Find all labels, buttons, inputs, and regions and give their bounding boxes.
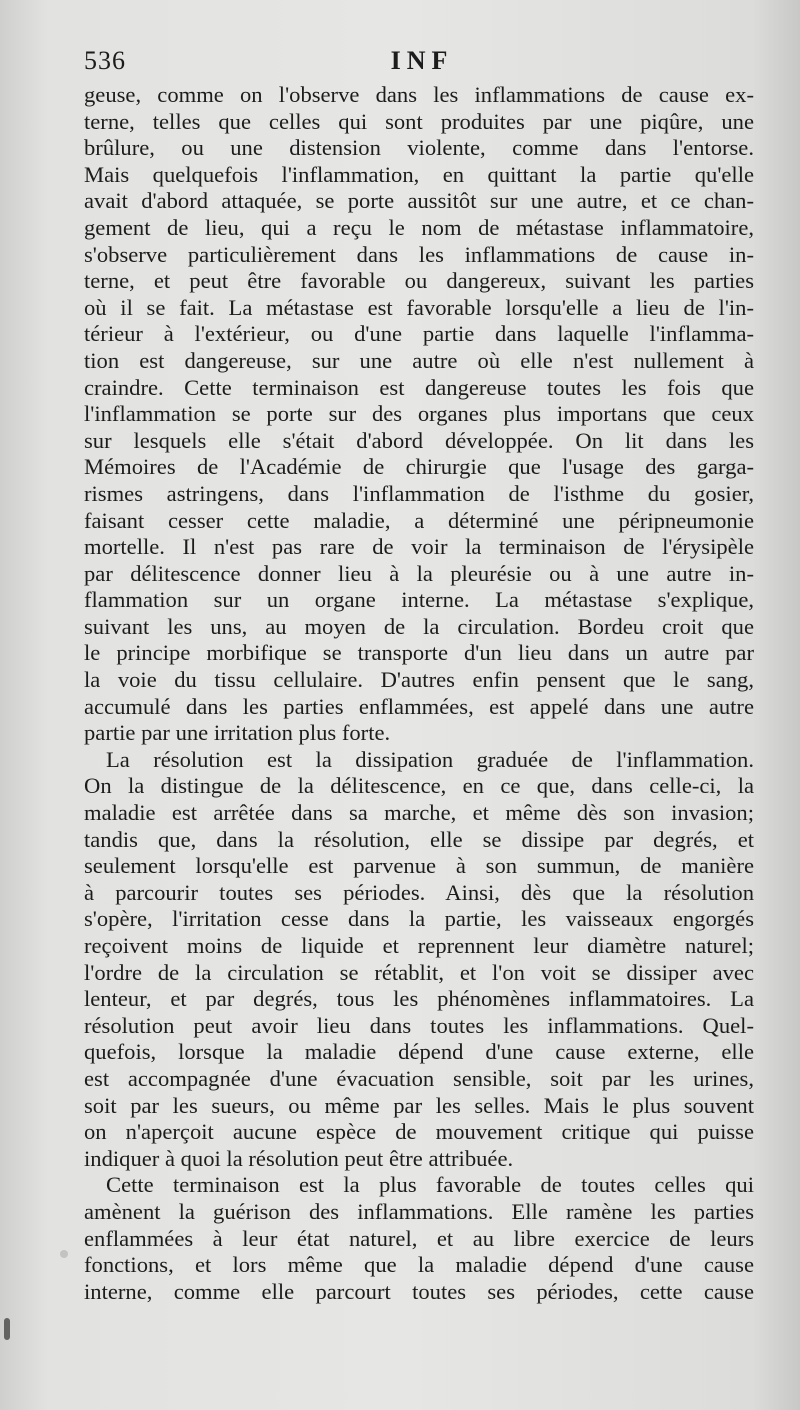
text-line: l'ordre de la circulation se rétablit, et l'on voit se dissiper avec	[84, 959, 754, 985]
text-line: l'inflammation se porte sur des organes plus importans que ceux	[84, 401, 754, 427]
text-line: résolution peut avoir lieu dans toutes les inflammations. Quel-	[84, 1012, 754, 1038]
text-line: où il se fait. La métastase est favorable lorsqu'elle a lieu de l'in-	[84, 294, 754, 320]
text-line: par délitescence donner lieu à la pleurésie ou à une autre in-	[84, 560, 754, 586]
text-line: la voie du tissu cellulaire. D'autres enfin pensent que le sang,	[84, 667, 754, 693]
text-line: s'observe particulièrement dans les inflammations de cause in-	[84, 241, 754, 267]
text-line: avait d'abord attaquée, se porte aussitôt sur une autre, et ce chan-	[84, 188, 754, 214]
text-line: La résolution est la dissipation graduée de l'inflammation.	[106, 746, 754, 772]
text-line: faisant cesser cette maladie, a déterminé une péripneumonie	[84, 507, 754, 533]
text-line: tion est dangereuse, sur une autre où elle n'est nullement à	[84, 347, 754, 373]
text-line: amènent la guérison des inflammations. Elle ramène les parties	[84, 1198, 754, 1224]
text-line: est accompagnée d'une évacuation sensible, soit par les urines,	[84, 1065, 754, 1091]
ink-spot	[60, 1250, 68, 1258]
text-line: lenteur, et par degrés, tous les phénomènes inflammatoires. La	[84, 986, 754, 1012]
text-line: tandis que, dans la résolution, elle se dissipe par degrés, et	[84, 826, 754, 852]
page-header	[84, 46, 760, 86]
text-line: térieur à l'extérieur, ou d'une partie dans laquelle l'inflamma-	[84, 321, 754, 347]
text-line: brûlure, ou une distension violente, comme dans l'entorse.	[84, 135, 754, 161]
text-line: Mais quelquefois l'inflammation, en quittant la partie qu'elle	[84, 161, 754, 187]
text-line: s'opère, l'irritation cesse dans la partie, les vaisseaux engorgés	[84, 906, 754, 932]
text-line: on n'aperçoit aucune espèce de mouvement critique qui puisse	[84, 1119, 754, 1145]
text-line: Cette terminaison est la plus favorable de toutes celles qui	[106, 1172, 754, 1198]
margin-blemish	[4, 1318, 10, 1340]
body-text	[84, 82, 754, 1305]
text-line: enflammées à leur état naturel, et au libre exercice de leurs	[84, 1225, 754, 1251]
text-line: seulement lorsqu'elle est parvenue à son summun, de manière	[84, 853, 754, 879]
text-line: interne, comme elle parcourt toutes ses périodes, cette cause	[84, 1278, 754, 1304]
text-line: soit par les sueurs, ou même par les selles. Mais le plus souvent	[84, 1092, 754, 1118]
text-line: rismes astringens, dans l'inflammation de l'isthme du gosier,	[84, 480, 754, 506]
text-line: suivant les uns, au moyen de la circulation. Bordeu croit que	[84, 613, 754, 639]
text-line: le principe morbifique se transporte d'un lieu dans un autre par	[84, 640, 754, 666]
text-line: terne, telles que celles qui sont produites par une piqûre, une	[84, 108, 754, 134]
text-line: terne, et peut être favorable ou dangereux, suivant les parties	[84, 268, 754, 294]
text-line: reçoivent moins de liquide et reprennent leur diamètre naturel;	[84, 933, 754, 958]
text-line: mortelle. Il n'est pas rare de voir la terminaison de l'érysipèle	[84, 534, 754, 560]
text-line: indiquer à quoi la résolution peut être attribuée.	[84, 1145, 514, 1171]
text-line: On la distingue de la délitescence, en ce que, dans celle-ci, la	[84, 773, 754, 799]
text-line: geuse, comme on l'observe dans les inflammations de cause ex-	[84, 82, 754, 107]
text-line: craindre. Cette terminaison est dangereuse toutes les fois que	[84, 374, 754, 400]
page-number: 536	[84, 46, 126, 75]
text-line: fonctions, et lors même que la maladie dépend d'une cause	[84, 1252, 754, 1278]
text-line: gement de lieu, qui a reçu le nom de métastase inflammatoire,	[84, 214, 754, 240]
text-line: sur lesquels elle s'était d'abord développée. On lit dans les	[84, 427, 754, 453]
text-line: flammation sur un organe interne. La métastase s'explique,	[84, 587, 754, 613]
running-head: INF	[390, 46, 454, 75]
text-line: Mémoires de l'Académie de chirurgie que l'usage des garga-	[84, 454, 754, 480]
text-line: accumulé dans les parties enflammées, est appelé dans une autre	[84, 693, 754, 719]
text-line: maladie est arrêtée dans sa marche, et même dès son invasion;	[84, 800, 754, 826]
text-line: à parcourir toutes ses périodes. Ainsi, dès que la résolution	[84, 879, 754, 905]
text-line: partie par une irritation plus forte.	[84, 720, 391, 746]
text-line: quefois, lorsque la maladie dépend d'une cause externe, elle	[84, 1039, 754, 1065]
